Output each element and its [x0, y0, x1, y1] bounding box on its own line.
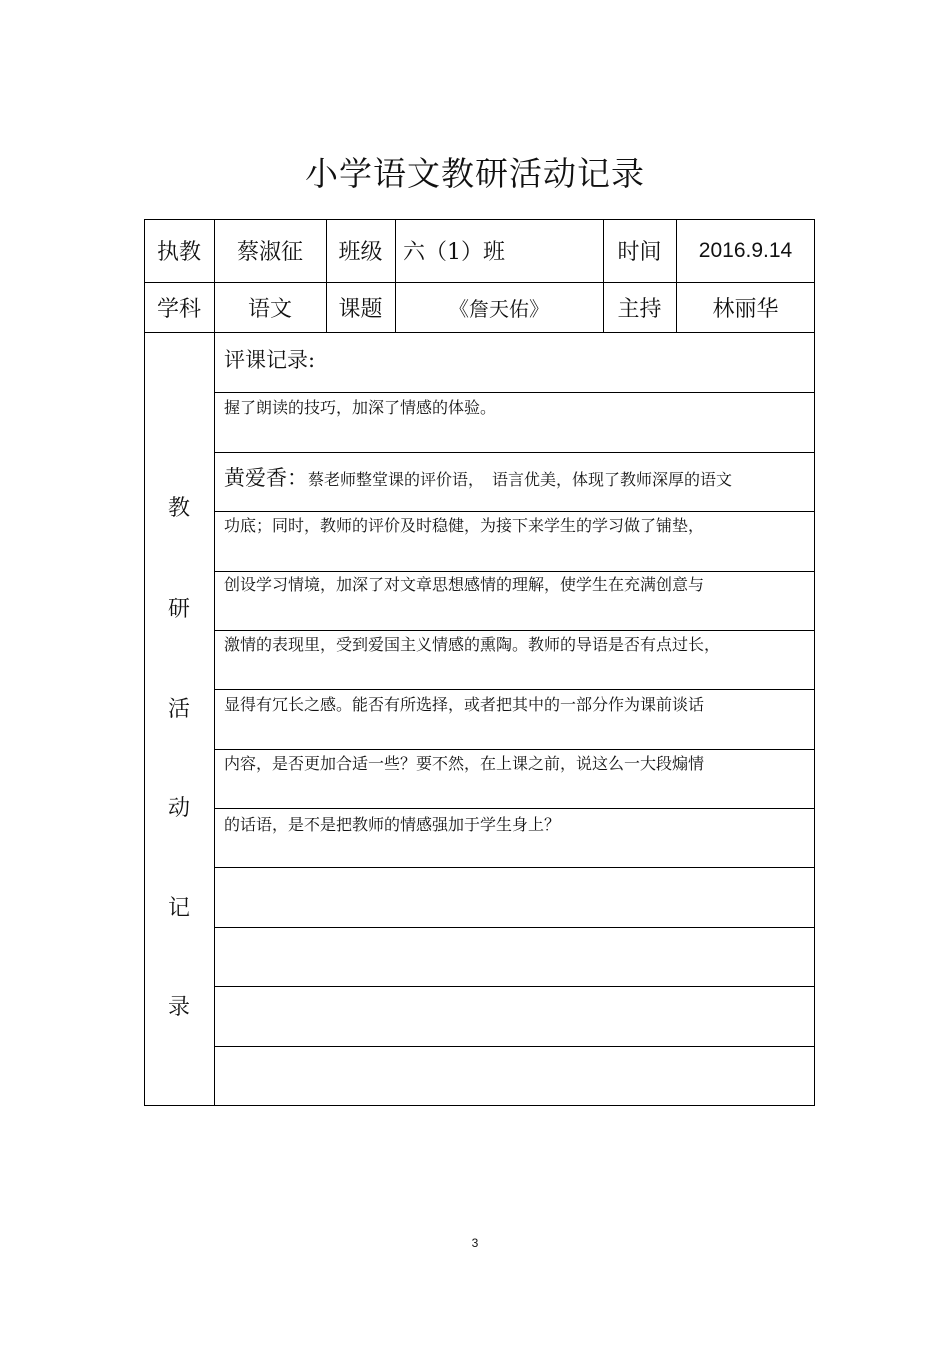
label-topic: 课题	[338, 296, 383, 322]
speaker-name: 黄爱香：	[224, 466, 308, 490]
label-time: 时间	[617, 240, 662, 265]
side-label-char: 活	[167, 697, 190, 722]
host-value: 林丽华	[712, 296, 779, 322]
date-value: 2016.9.14	[698, 238, 793, 262]
ruled-line	[214, 808, 815, 809]
record-line: 握了朗读的技巧，加深了情感的体验。	[224, 398, 497, 417]
ruled-line	[214, 927, 815, 928]
class-value: 六（1）班	[403, 240, 505, 265]
record-line: 的话语，是不是把教师的情感强加于学生身上？	[224, 815, 561, 834]
ruled-line	[214, 452, 815, 453]
teacher-name: 蔡淑征	[236, 240, 303, 265]
column-divider	[214, 219, 215, 1106]
ruled-line	[214, 630, 815, 631]
row-divider	[144, 332, 815, 333]
label-subject: 学科	[156, 296, 201, 322]
record-heading: 评课记录:	[224, 348, 316, 372]
record-line	[224, 462, 732, 492]
page-number: 3	[471, 1236, 479, 1250]
side-label-char: 动	[167, 796, 190, 821]
ruled-line	[214, 749, 815, 750]
ruled-line	[214, 986, 815, 987]
record-line: 激情的表现里，受到爱国主义情感的熏陶。教师的导语是否有点过长，	[224, 635, 721, 654]
ruled-line	[214, 1046, 815, 1047]
ruled-line	[214, 689, 815, 690]
record-line: 功底；同时，教师的评价及时稳健，为接下来学生的学习做了铺垫，	[224, 516, 705, 535]
label-host: 主持	[617, 296, 662, 322]
ruled-line	[214, 511, 815, 512]
ruled-line	[214, 392, 815, 393]
label-teacher: 执教	[156, 240, 201, 265]
label-class: 班级	[338, 240, 383, 265]
topic-value: 《詹天佑》	[449, 296, 549, 321]
subject-value: 语文	[247, 296, 292, 322]
record-line: 显得有冗长之感。能否有所选择，或者把其中的一部分作为课前谈话	[224, 695, 705, 714]
ruled-line	[214, 867, 815, 868]
page-title: 小学语文教研活动记录	[305, 154, 645, 193]
side-label-char: 教	[167, 496, 190, 521]
record-line: 创设学习情境，加深了对文章思想感情的理解，使学生在充满创意与	[224, 575, 705, 594]
side-label-char: 录	[167, 995, 190, 1020]
record-line: 内容，是否更加合适一些？要不然，在上课之前，说这么一大段煽情	[224, 754, 705, 773]
side-label-char: 记	[167, 896, 190, 921]
record-text: 蔡老师整堂课的评价语， 语言优美，体现了教师深厚的语文	[308, 470, 733, 489]
side-label-char: 研	[167, 597, 190, 622]
